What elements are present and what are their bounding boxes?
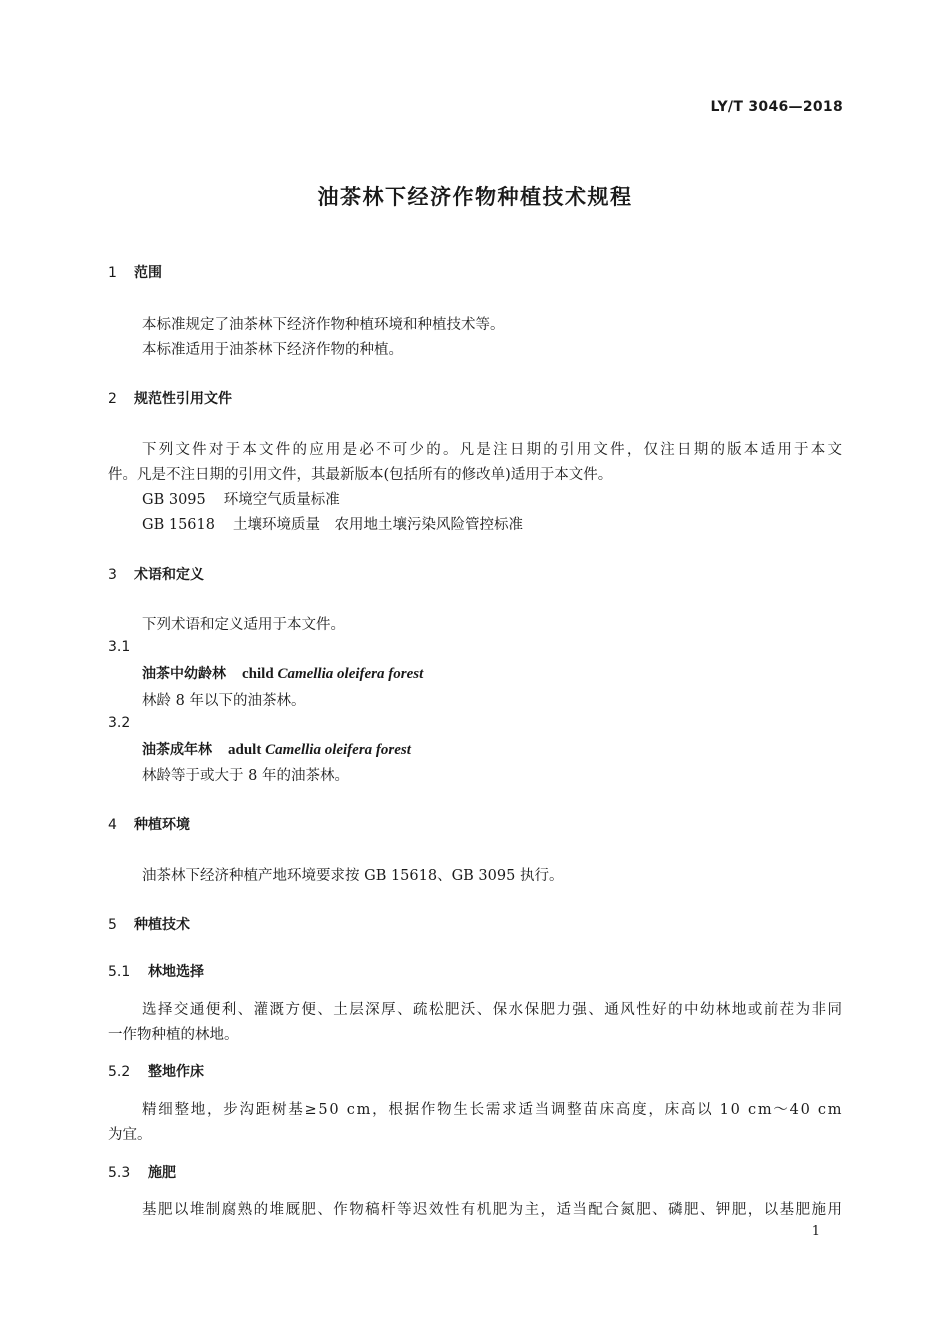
- subsection-5-1-line-2: 一作物种植的林地。: [108, 1027, 239, 1043]
- section-2-para-line-1: 下列文件对于本文件的应用是必不可少的。凡是注日期的引用文件，仅注日期的版本适用于本文: [142, 442, 845, 458]
- subsection-5-3-heading: 5.3 施肥: [108, 1165, 176, 1181]
- section-4-para-1: 油茶林下经济种植产地环境要求按 GB 15618、GB 3095 执行。: [142, 868, 564, 884]
- subsection-5-2-line-1: 精细整地，步沟距树基≥50 cm，根据作物生长需求适当调整苗床高度，床高以 10 cm～40 cm: [142, 1102, 844, 1118]
- term-definition: 林龄 8 年以下的油茶林。: [142, 693, 306, 709]
- section-5-heading: 5 种植技术: [108, 917, 190, 933]
- subsection-5-1-line-1: 选择交通便利、灌溉方便、土层深厚、疏松肥沃、保水保肥力强、通风性好的中幼林地或前茬为非同: [142, 1002, 844, 1018]
- section-3-para-1: 下列术语和定义适用于本文件。: [142, 617, 345, 633]
- section-3-heading: 3 术语和定义: [108, 567, 204, 583]
- page-number: 1: [811, 1224, 820, 1239]
- term-title: 油茶中幼龄林 child Camellia oleifera forest: [142, 666, 424, 682]
- term-title: 油茶成年林 adult Camellia oleifera forest: [142, 742, 411, 758]
- section-1-para-1: 本标准规定了油茶林下经济作物种植环境和种植技术等。: [142, 317, 505, 333]
- standard-number: LY/T 3046—2018: [710, 99, 843, 115]
- section-1-para-2: 本标准适用于油茶林下经济作物的种植。: [142, 342, 403, 358]
- term-definition: 林龄等于或大于 8 年的油茶林。: [142, 768, 349, 784]
- subsection-5-3-line-1: 基肥以堆制腐熟的堆厩肥、作物稿杆等迟效性有机肥为主，适当配合氮肥、磷肥、钾肥，以基肥施用: [142, 1202, 844, 1218]
- section-1-heading: 1 范围: [108, 265, 162, 281]
- term-number: 3.2: [108, 715, 131, 731]
- subsection-5-2-line-2: 为宜。: [108, 1127, 152, 1143]
- subsection-5-1-heading: 5.1 林地选择: [108, 964, 204, 980]
- reference-item: GB 3095 环境空气质量标准: [142, 492, 340, 508]
- term-number: 3.1: [108, 639, 131, 655]
- subsection-5-2-heading: 5.2 整地作床: [108, 1064, 204, 1080]
- document-title: 油茶林下经济作物种植技术规程: [317, 185, 633, 209]
- section-2-para-line-2: 件。凡是不注日期的引用文件，其最新版本(包括所有的修改单)适用于本文件。: [108, 467, 613, 483]
- section-4-heading: 4 种植环境: [108, 817, 190, 833]
- section-2-heading: 2 规范性引用文件: [108, 391, 232, 407]
- reference-item: GB 15618 土壤环境质量 农用地土壤污染风险管控标准: [142, 517, 523, 533]
